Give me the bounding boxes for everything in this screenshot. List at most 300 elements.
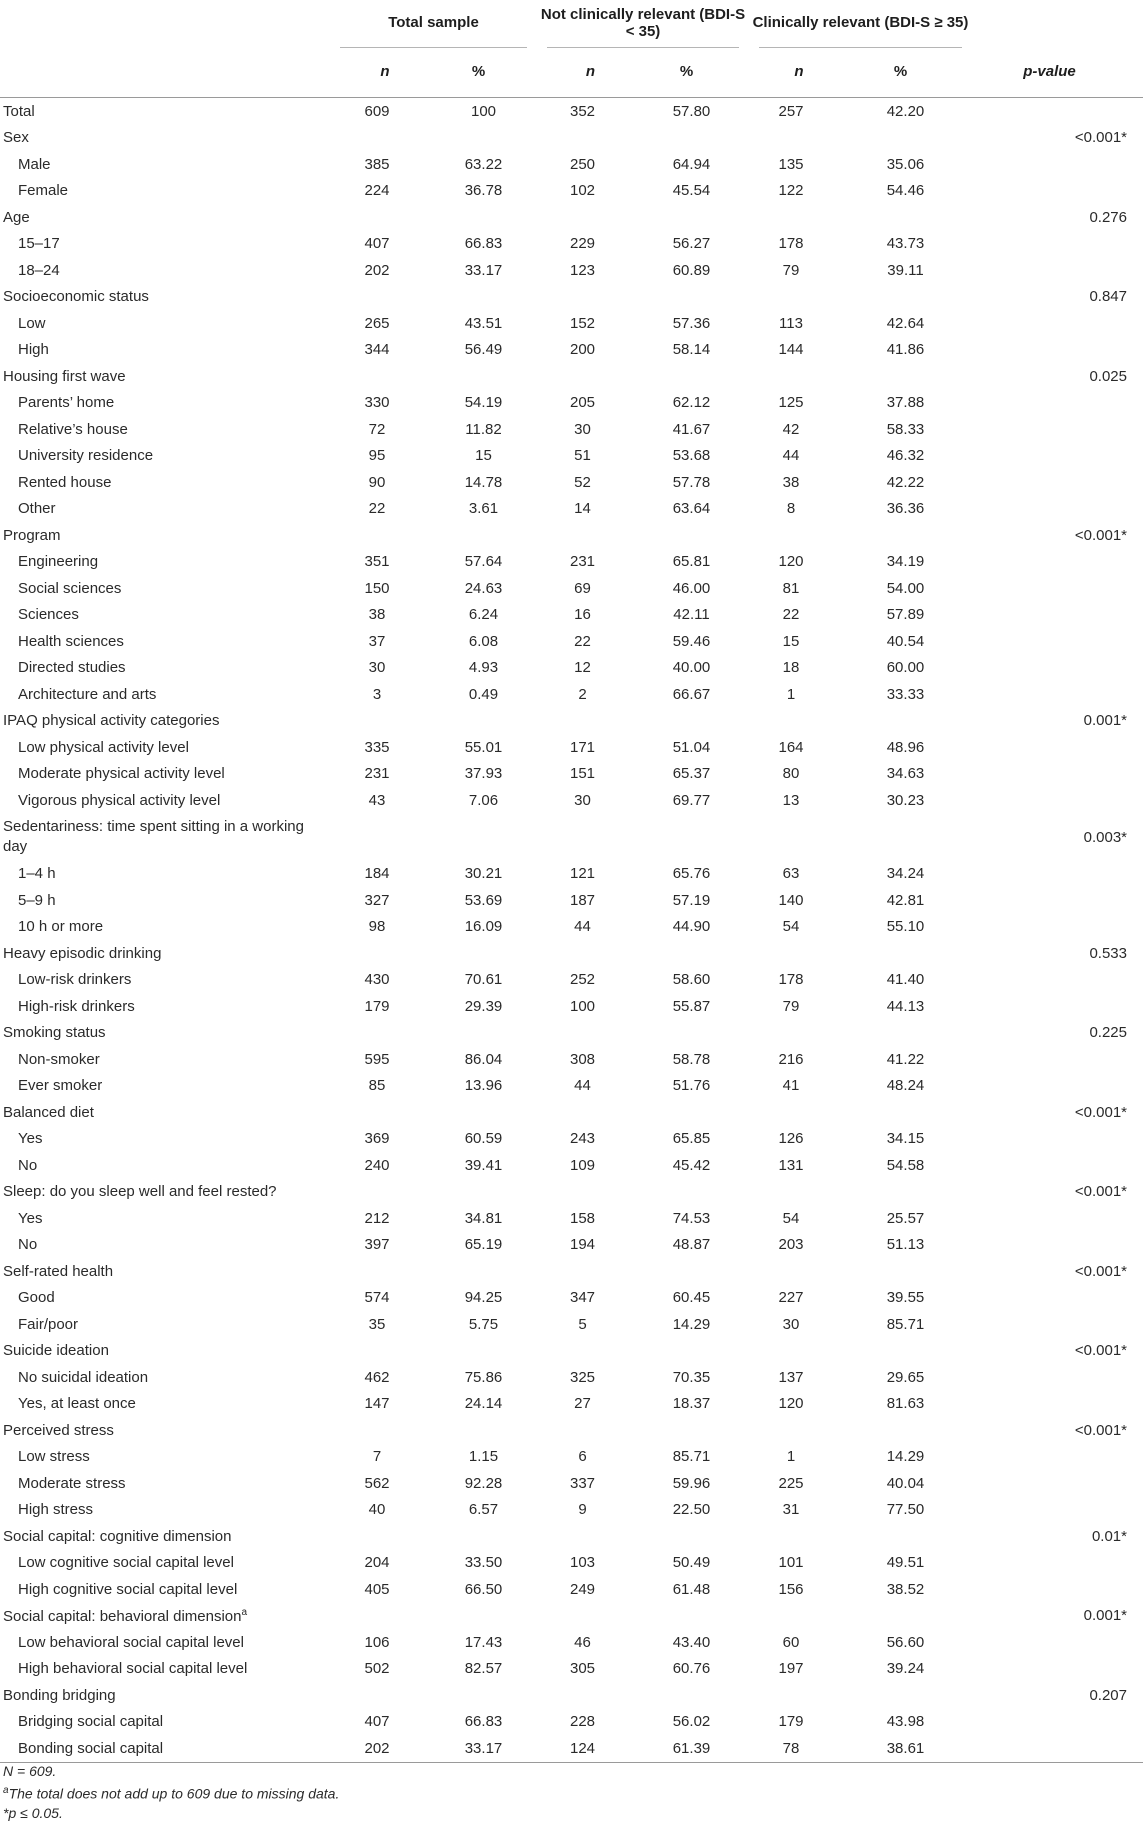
header-n-not-clinical: n	[537, 45, 634, 98]
cell-n-not-clinical	[537, 1364, 634, 1391]
row-label-text: Other	[18, 500, 56, 518]
cell-pct-total	[430, 1576, 537, 1603]
cell-n-clinical	[749, 940, 839, 967]
cell-n-total-text: 85	[368, 1077, 386, 1095]
table-row-category	[0, 708, 1143, 735]
table-row-category	[0, 1338, 1143, 1365]
cell-n-not-clinical	[537, 1603, 634, 1630]
cell-p-value	[972, 1444, 1143, 1471]
cell-n-total	[330, 98, 430, 125]
cell-n-not-clinical	[537, 681, 634, 708]
row-label	[0, 967, 330, 994]
cell-n-total-text: 335	[364, 738, 390, 756]
row-label	[0, 814, 330, 861]
cell-n-not-clinical	[537, 1179, 634, 1206]
cell-pct-total	[430, 1285, 537, 1312]
cell-pct-clinical-text: 46.32	[886, 447, 925, 465]
cell-pct-not-clinical-text: 41.67	[672, 420, 711, 438]
cell-pct-clinical-text: 42.81	[886, 891, 925, 909]
row-label	[0, 1470, 330, 1497]
cell-n-clinical-text: 15	[782, 632, 800, 650]
cell-n-clinical	[749, 1099, 839, 1126]
cell-pct-clinical-text: 43.98	[886, 1713, 925, 1731]
cell-pct-total	[430, 98, 537, 125]
cell-n-not-clinical	[537, 204, 634, 231]
table-row-subcategory	[0, 1232, 1143, 1259]
cell-p-value	[972, 1550, 1143, 1577]
cell-n-clinical-text: 178	[778, 971, 804, 989]
cell-pct-not-clinical	[634, 1232, 749, 1259]
cell-n-clinical-text: 144	[778, 341, 804, 359]
cell-n-total	[330, 1656, 430, 1683]
cell-p-value	[972, 98, 1143, 125]
cell-n-not-clinical	[537, 1046, 634, 1073]
cell-pct-total	[430, 257, 537, 284]
cell-n-total	[330, 1364, 430, 1391]
cell-n-total	[330, 708, 430, 735]
row-label	[0, 602, 330, 629]
cell-pct-clinical	[839, 1338, 972, 1365]
cell-n-not-clinical	[537, 337, 634, 364]
cell-n-total	[330, 861, 430, 888]
cell-pct-clinical-text: 41.86	[886, 341, 925, 359]
cell-pct-clinical-text: 85.71	[886, 1315, 925, 1333]
row-label-text: Sex	[3, 129, 29, 147]
cell-pct-clinical-text: 44.13	[886, 997, 925, 1015]
cell-pct-total	[430, 496, 537, 523]
cell-n-total	[330, 1232, 430, 1259]
cell-pct-clinical	[839, 363, 972, 390]
cell-n-total	[330, 1126, 430, 1153]
cell-n-not-clinical	[537, 390, 634, 417]
cell-pct-not-clinical	[634, 1550, 749, 1577]
cell-n-not-clinical	[537, 761, 634, 788]
cell-n-total-text: 90	[368, 473, 386, 491]
cell-pct-total-text: 33.50	[464, 1554, 503, 1572]
cell-p-value	[972, 390, 1143, 417]
cell-n-total-text: 595	[364, 1050, 390, 1068]
cell-n-not-clinical	[537, 1735, 634, 1762]
cell-p-value	[972, 1258, 1143, 1285]
cell-n-not-clinical	[537, 284, 634, 311]
cell-p-value-text: <0.001*	[1074, 1103, 1127, 1121]
cell-n-not-clinical-text: 51	[574, 447, 591, 465]
table-row-subcategory	[0, 1576, 1143, 1603]
table-row-subcategory	[0, 469, 1143, 496]
row-label	[0, 1258, 330, 1285]
row-label-text: Low physical activity level	[18, 738, 189, 756]
row-label	[0, 204, 330, 231]
row-label	[0, 708, 330, 735]
row-label	[0, 1629, 330, 1656]
cell-pct-clinical-text: 30.23	[886, 791, 925, 809]
cell-n-clinical-text: 203	[778, 1236, 804, 1254]
header-pct-not-clinical: %	[634, 45, 749, 98]
row-label	[0, 1020, 330, 1047]
cell-n-not-clinical-text: 250	[569, 155, 596, 173]
cell-pct-total	[430, 734, 537, 761]
table-row-subcategory	[0, 1285, 1143, 1312]
table-row-subcategory	[0, 1152, 1143, 1179]
cell-pct-not-clinical	[634, 1444, 749, 1471]
cell-pct-total	[430, 1735, 537, 1762]
table-row-subcategory	[0, 1735, 1143, 1762]
row-label	[0, 787, 330, 814]
cell-pct-not-clinical-text: 64.94	[672, 155, 711, 173]
cell-pct-not-clinical	[634, 940, 749, 967]
cell-n-total	[330, 734, 430, 761]
cell-n-not-clinical	[537, 861, 634, 888]
cell-n-clinical-text: 38	[782, 473, 800, 491]
cell-p-value	[972, 1152, 1143, 1179]
row-label	[0, 337, 330, 364]
cell-pct-not-clinical	[634, 1152, 749, 1179]
cell-pct-total	[430, 151, 537, 178]
row-label	[0, 1603, 330, 1630]
row-label	[0, 1444, 330, 1471]
row-label	[0, 1364, 330, 1391]
cell-n-clinical	[749, 231, 839, 258]
cell-n-clinical-text: 101	[778, 1554, 804, 1572]
row-label-text: High-risk drinkers	[18, 997, 135, 1015]
cell-n-clinical	[749, 787, 839, 814]
cell-pct-not-clinical	[634, 1417, 749, 1444]
cell-p-value-text: <0.001*	[1074, 1183, 1127, 1201]
cell-pct-total-text: 13.96	[464, 1077, 503, 1095]
cell-pct-not-clinical-text: 61.48	[672, 1580, 711, 1598]
row-label	[0, 1576, 330, 1603]
cell-n-total	[330, 814, 430, 861]
row-label-text: Relative’s house	[18, 420, 128, 438]
cell-n-not-clinical-text: 124	[569, 1739, 596, 1757]
cell-p-value	[972, 708, 1143, 735]
cell-pct-not-clinical	[634, 967, 749, 994]
cell-n-not-clinical	[537, 734, 634, 761]
row-label-text: Male	[18, 155, 51, 173]
cell-n-not-clinical-text: 194	[569, 1236, 596, 1254]
cell-n-not-clinical	[537, 1258, 634, 1285]
cell-n-total-text: 202	[364, 261, 390, 279]
cell-n-clinical-text: 13	[782, 791, 800, 809]
cell-pct-clinical	[839, 967, 972, 994]
cell-pct-not-clinical	[634, 522, 749, 549]
cell-p-value-text: 0.276	[1089, 208, 1127, 226]
cell-n-clinical	[749, 708, 839, 735]
cell-pct-clinical	[839, 1364, 972, 1391]
cell-n-not-clinical-text: 308	[569, 1050, 596, 1068]
cell-pct-clinical	[839, 1126, 972, 1153]
row-label	[0, 993, 330, 1020]
cell-n-total	[330, 231, 430, 258]
cell-pct-total	[430, 416, 537, 443]
row-label-text: Housing first wave	[3, 367, 126, 385]
cell-pct-total-text: 1.15	[468, 1448, 499, 1466]
table-row-category	[0, 1682, 1143, 1709]
cell-p-value	[972, 443, 1143, 470]
cell-n-total-text: 224	[364, 182, 390, 200]
table-row-subcategory	[0, 1497, 1143, 1524]
row-label	[0, 443, 330, 470]
cell-pct-total	[430, 1550, 537, 1577]
cell-pct-not-clinical	[634, 549, 749, 576]
cell-n-total	[330, 628, 430, 655]
cell-n-clinical	[749, 1364, 839, 1391]
cell-pct-clinical	[839, 575, 972, 602]
cell-n-not-clinical	[537, 1020, 634, 1047]
cell-n-clinical	[749, 549, 839, 576]
cell-n-not-clinical-text: 5	[578, 1315, 587, 1333]
cell-pct-clinical	[839, 1391, 972, 1418]
row-label-text: 1–4 h	[18, 865, 56, 883]
cell-n-clinical	[749, 914, 839, 941]
cell-pct-clinical-text: 58.33	[886, 420, 925, 438]
cell-n-not-clinical-text: 158	[569, 1209, 596, 1227]
cell-pct-not-clinical	[634, 310, 749, 337]
header-p-value: p-value	[972, 45, 1143, 98]
cell-n-total	[330, 967, 430, 994]
cell-pct-total-text: 6.57	[468, 1501, 499, 1519]
cell-pct-not-clinical	[634, 1709, 749, 1736]
cell-p-value	[972, 549, 1143, 576]
cell-p-value	[972, 496, 1143, 523]
cell-p-value	[972, 337, 1143, 364]
cell-n-clinical	[749, 310, 839, 337]
cell-n-clinical	[749, 628, 839, 655]
cell-pct-total	[430, 204, 537, 231]
cell-n-total	[330, 1046, 430, 1073]
row-label-text: No	[18, 1236, 38, 1254]
table-row-category	[0, 363, 1143, 390]
row-label	[0, 628, 330, 655]
cell-p-value-text: 0.025	[1089, 367, 1127, 385]
cell-pct-not-clinical-text: 22.50	[672, 1501, 711, 1519]
cell-pct-total	[430, 310, 537, 337]
row-label-text: Social capital: cognitive dimension	[3, 1527, 232, 1545]
cell-pct-clinical	[839, 1550, 972, 1577]
table-body	[0, 98, 1143, 1763]
cell-pct-not-clinical-text: 65.76	[672, 865, 711, 883]
cell-pct-total	[430, 1629, 537, 1656]
row-label-text: Bonding bridging	[3, 1686, 116, 1704]
cell-n-clinical-text: 122	[778, 182, 804, 200]
row-label-text: Fair/poor	[18, 1315, 79, 1333]
cell-p-value	[972, 1073, 1143, 1100]
cell-n-clinical	[749, 1258, 839, 1285]
cell-n-not-clinical-text: 16	[574, 606, 591, 624]
cell-n-total	[330, 390, 430, 417]
cell-n-not-clinical	[537, 1470, 634, 1497]
cell-n-clinical	[749, 363, 839, 390]
cell-pct-clinical	[839, 178, 972, 205]
cell-n-clinical	[749, 390, 839, 417]
cell-pct-total	[430, 708, 537, 735]
cell-n-total	[330, 1576, 430, 1603]
footnote-a-mark: a	[3, 1785, 9, 1796]
cell-n-clinical	[749, 443, 839, 470]
cell-pct-not-clinical-text: 59.96	[672, 1474, 711, 1492]
table-row-category	[0, 98, 1143, 125]
cell-pct-clinical	[839, 204, 972, 231]
cell-n-total	[330, 1311, 430, 1338]
table-row-subcategory	[0, 416, 1143, 443]
row-label-text: Yes	[18, 1130, 43, 1148]
cell-n-clinical-text: 216	[778, 1050, 804, 1068]
cell-pct-total	[430, 814, 537, 861]
cell-n-total-text: 204	[364, 1554, 390, 1572]
cell-p-value	[972, 1020, 1143, 1047]
cell-pct-total	[430, 1046, 537, 1073]
cell-pct-clinical-text: 38.52	[886, 1580, 925, 1598]
cell-n-clinical	[749, 1232, 839, 1259]
table-row-subcategory	[0, 1709, 1143, 1736]
cell-pct-clinical	[839, 1470, 972, 1497]
row-label-text: Low behavioral social capital level	[18, 1633, 244, 1651]
row-label	[0, 1338, 330, 1365]
cell-pct-not-clinical-text: 65.85	[672, 1130, 711, 1148]
row-label	[0, 1285, 330, 1312]
cell-pct-clinical	[839, 708, 972, 735]
cell-n-not-clinical	[537, 1285, 634, 1312]
cell-n-total	[330, 1417, 430, 1444]
row-label-text: High cognitive social capital level	[18, 1580, 238, 1598]
table-row-subcategory	[0, 549, 1143, 576]
cell-p-value-text: 0.207	[1089, 1686, 1127, 1704]
cell-pct-total	[430, 1656, 537, 1683]
header-not-clinically-relevant: Not clinically relevant (BDI-S < 35)	[540, 5, 746, 40]
table-row-subcategory	[0, 967, 1143, 994]
cell-n-not-clinical-text: 44	[574, 918, 591, 936]
cell-n-not-clinical-text: 252	[569, 971, 596, 989]
cell-p-value	[972, 940, 1143, 967]
cell-n-clinical-text: 44	[782, 447, 800, 465]
row-label	[0, 1497, 330, 1524]
cell-n-not-clinical	[537, 310, 634, 337]
cell-n-clinical-text: 227	[778, 1289, 804, 1307]
cell-n-not-clinical	[537, 993, 634, 1020]
cell-pct-total-text: 6.24	[468, 606, 499, 624]
cell-pct-not-clinical-text: 69.77	[672, 791, 711, 809]
cell-n-total	[330, 310, 430, 337]
cell-p-value	[972, 1629, 1143, 1656]
cell-n-not-clinical	[537, 814, 634, 861]
cell-pct-total	[430, 1709, 537, 1736]
row-label	[0, 363, 330, 390]
cell-p-value	[972, 761, 1143, 788]
cell-p-value	[972, 993, 1143, 1020]
cell-pct-total-text: 53.69	[464, 891, 503, 909]
cell-pct-not-clinical-text: 61.39	[672, 1739, 711, 1757]
cell-n-not-clinical	[537, 1629, 634, 1656]
row-label	[0, 734, 330, 761]
table-row-subcategory	[0, 1444, 1143, 1471]
cell-n-not-clinical-text: 352	[569, 102, 596, 120]
cell-n-clinical	[749, 1338, 839, 1365]
cell-n-not-clinical-text: 337	[569, 1474, 596, 1492]
row-label-text: Rented house	[18, 473, 112, 491]
cell-pct-not-clinical	[634, 231, 749, 258]
cell-n-not-clinical	[537, 125, 634, 152]
cell-pct-not-clinical	[634, 814, 749, 861]
cell-n-total-text: 385	[364, 155, 390, 173]
cell-pct-total	[430, 681, 537, 708]
cell-n-clinical	[749, 1391, 839, 1418]
cell-pct-clinical-text: 54.58	[886, 1156, 925, 1174]
cell-n-clinical-text: 22	[782, 606, 800, 624]
cell-pct-not-clinical-text: 74.53	[672, 1209, 711, 1227]
cell-n-not-clinical	[537, 257, 634, 284]
cell-n-not-clinical	[537, 496, 634, 523]
cell-pct-not-clinical	[634, 257, 749, 284]
cell-pct-total	[430, 469, 537, 496]
row-label	[0, 914, 330, 941]
cell-n-total	[330, 655, 430, 682]
row-label-text: Moderate physical activity level	[18, 765, 225, 783]
cell-p-value	[972, 1311, 1143, 1338]
cell-pct-not-clinical	[634, 496, 749, 523]
cell-n-clinical	[749, 496, 839, 523]
row-label-text: Low-risk drinkers	[18, 971, 132, 989]
row-label	[0, 98, 330, 125]
row-label-text: IPAQ physical activity categories	[3, 712, 220, 730]
cell-pct-total	[430, 284, 537, 311]
table-row-subcategory	[0, 628, 1143, 655]
cell-pct-not-clinical-text: 50.49	[672, 1554, 711, 1572]
cell-n-not-clinical-text: 109	[569, 1156, 596, 1174]
cell-pct-not-clinical	[634, 204, 749, 231]
cell-pct-clinical	[839, 655, 972, 682]
cell-pct-clinical-text: 42.20	[886, 102, 925, 120]
row-label	[0, 1682, 330, 1709]
cell-pct-total	[430, 1073, 537, 1100]
cell-n-not-clinical	[537, 1417, 634, 1444]
cell-n-clinical	[749, 1417, 839, 1444]
row-label-text: Low	[18, 314, 46, 332]
table-row-subcategory	[0, 1629, 1143, 1656]
cell-p-value	[972, 1417, 1143, 1444]
cell-n-clinical	[749, 1046, 839, 1073]
cell-n-clinical-text: 257	[778, 102, 804, 120]
cell-n-total	[330, 1020, 430, 1047]
cell-pct-clinical-text: 48.24	[886, 1077, 925, 1095]
row-label	[0, 125, 330, 152]
cell-pct-not-clinical	[634, 1656, 749, 1683]
table-row-subcategory	[0, 496, 1143, 523]
cell-pct-clinical	[839, 1709, 972, 1736]
cell-pct-not-clinical	[634, 1603, 749, 1630]
row-label	[0, 284, 330, 311]
cell-n-clinical-text: 126	[778, 1130, 804, 1148]
cell-n-clinical	[749, 1735, 839, 1762]
cell-n-total	[330, 1152, 430, 1179]
cell-n-total-text: 327	[364, 891, 390, 909]
cell-pct-not-clinical	[634, 1073, 749, 1100]
cell-n-not-clinical-text: 243	[569, 1130, 596, 1148]
cell-pct-not-clinical-text: 65.81	[672, 553, 711, 571]
cell-pct-total-text: 82.57	[464, 1660, 503, 1678]
cell-n-clinical	[749, 337, 839, 364]
cell-n-total-text: 43	[368, 791, 386, 809]
cell-pct-clinical-text: 39.11	[887, 261, 924, 279]
cell-n-total	[330, 914, 430, 941]
cell-n-clinical	[749, 1126, 839, 1153]
cell-pct-not-clinical-text: 48.87	[672, 1236, 711, 1254]
row-label	[0, 1709, 330, 1736]
cell-pct-total	[430, 1417, 537, 1444]
table-row-category	[0, 1179, 1143, 1206]
cell-pct-total-text: 63.22	[464, 155, 503, 173]
cell-n-not-clinical	[537, 914, 634, 941]
cell-pct-total-text: 16.09	[464, 918, 503, 936]
